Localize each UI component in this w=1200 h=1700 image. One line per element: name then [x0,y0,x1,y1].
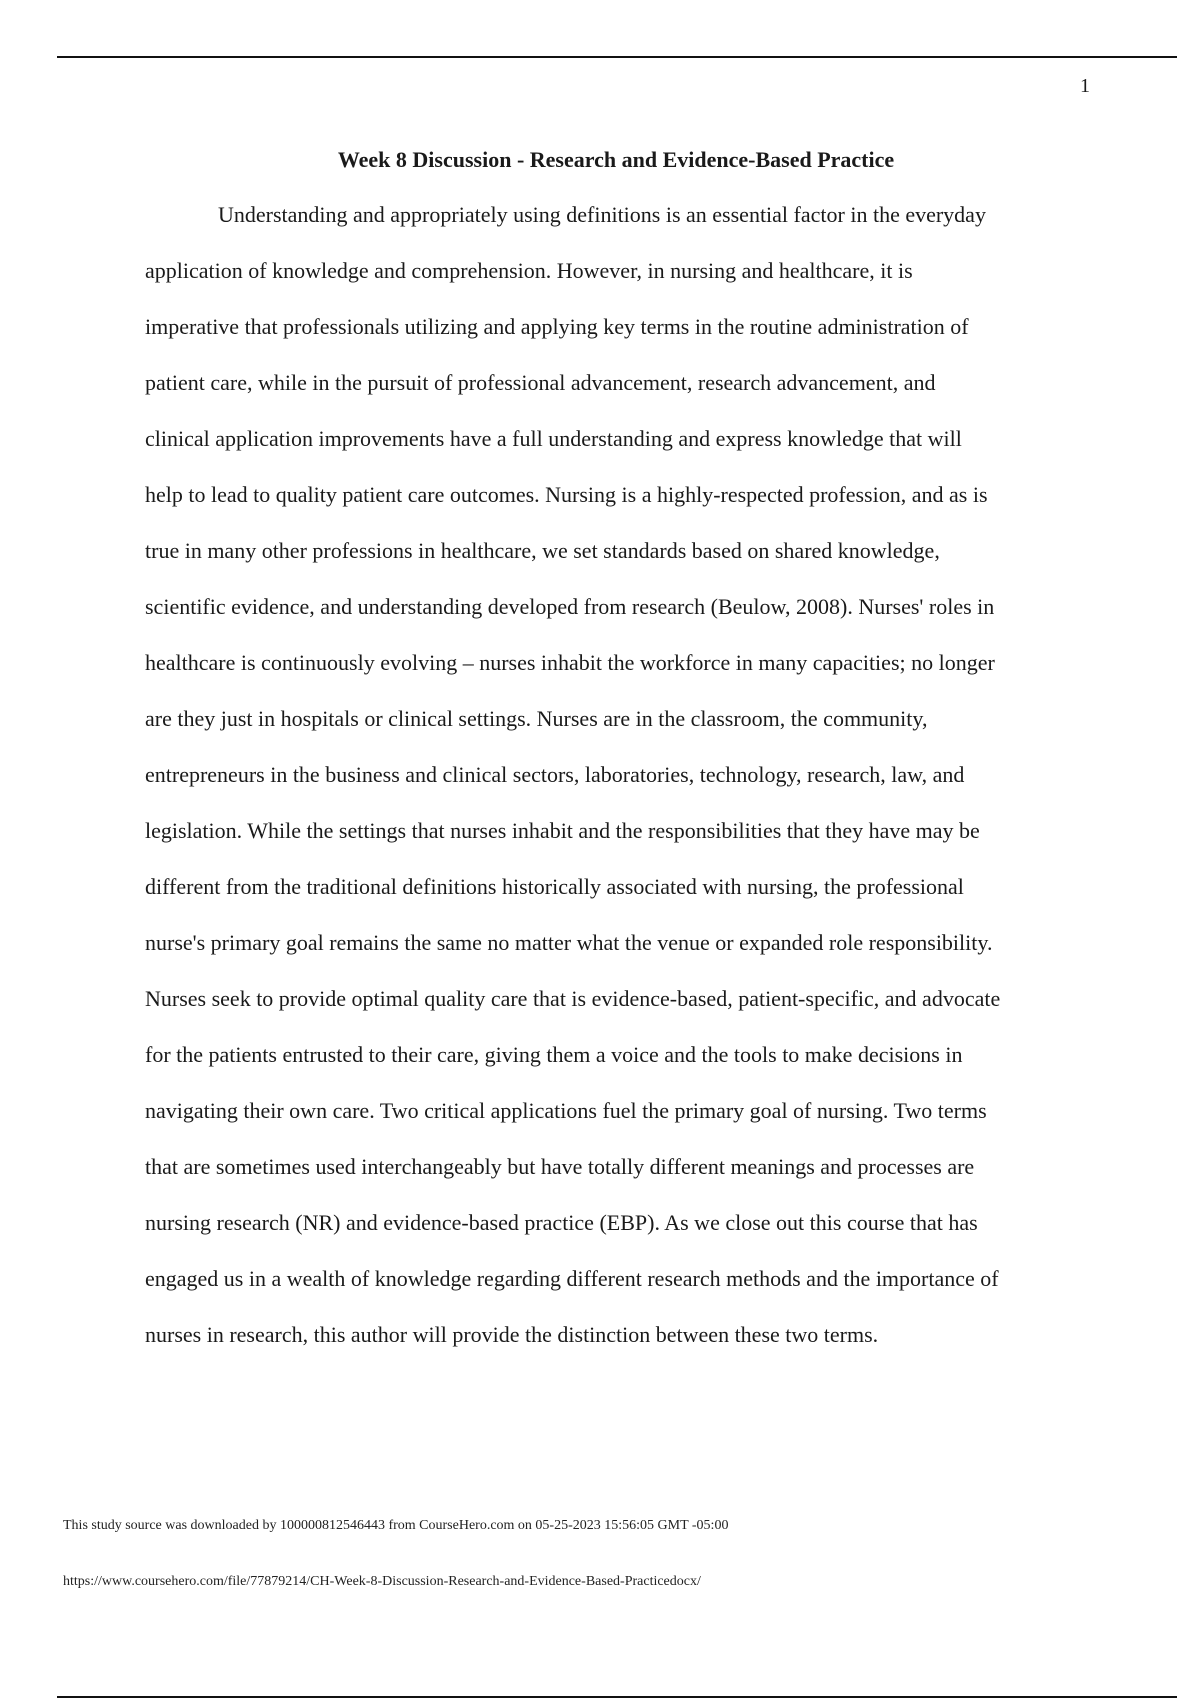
paragraph-line: true in many other professions in healthcare, we set standards based on shared knowledge, [145,538,940,563]
body-paragraph [145,195,1085,1371]
paragraph-line: Nurses seek to provide optimal quality care that is evidence-based, patient-specific, and advocate [145,986,1001,1011]
paragraph-line: for the patients entrusted to their care, giving them a voice and the tools to make decisions in [145,1042,963,1067]
paragraph-line: patient care, while in the pursuit of professional advancement, research advancement, and [145,370,936,395]
paragraph-line: that are sometimes used interchangeably but have totally different meanings and processes are [145,1154,975,1179]
paragraph-line: help to lead to quality patient care outcomes. Nursing is a highly-respected profession, and as is [145,482,988,507]
paragraph-line: legislation. While the settings that nurses inhabit and the responsibilities that they have may be [145,818,980,843]
download-source-note: This study source was downloaded by 100000812546443 from CourseHero.com on 05-25-2023 15:56:05 GMT -05:00 [63,1518,729,1533]
bottom-divider [57,1696,1177,1698]
paragraph-line: healthcare is continuously evolving – nurses inhabit the workforce in many capacities; no longer [145,650,995,675]
top-divider [57,56,1177,58]
paragraph-line: imperative that professionals utilizing and applying key terms in the routine administration of [145,314,969,339]
source-url: https://www.coursehero.com/file/77879214/CH-Week-8-Discussion-Research-and-Evidence-Based-Practicedocx/ [63,1574,701,1589]
paragraph-line: Understanding and appropriately using definitions is an essential factor in the everyday [218,202,986,227]
document-title: Week 8 Discussion - Research and Evidence-Based Practice [337,147,895,172]
paragraph-line: nurses in research, this author will provide the distinction between these two terms. [145,1322,879,1347]
paragraph-line: entrepreneurs in the business and clinical sectors, laboratories, technology, research, law, and [145,762,965,787]
paragraph-line: clinical application improvements have a full understanding and express knowledge that will [145,426,962,451]
paragraph-line: different from the traditional definitions historically associated with nursing, the professional [145,874,964,899]
paragraph-line: engaged us in a wealth of knowledge regarding different research methods and the importance of [145,1266,999,1291]
paragraph-line: nurse's primary goal remains the same no matter what the venue or expanded role responsibility. [145,930,993,955]
page-number: 1 [1080,75,1090,97]
paragraph-line: are they just in hospitals or clinical settings. Nurses are in the classroom, the community, [145,706,928,731]
paragraph-line: scientific evidence, and understanding developed from research (Beulow, 2008). Nurses' roles in [145,594,995,619]
paragraph-line: application of knowledge and comprehension. However, in nursing and healthcare, it is [145,258,913,283]
paragraph-line: nursing research (NR) and evidence-based practice (EBP). As we close out this course that has [145,1210,978,1235]
paragraph-line: navigating their own care. Two critical applications fuel the primary goal of nursing. Two terms [145,1098,987,1123]
